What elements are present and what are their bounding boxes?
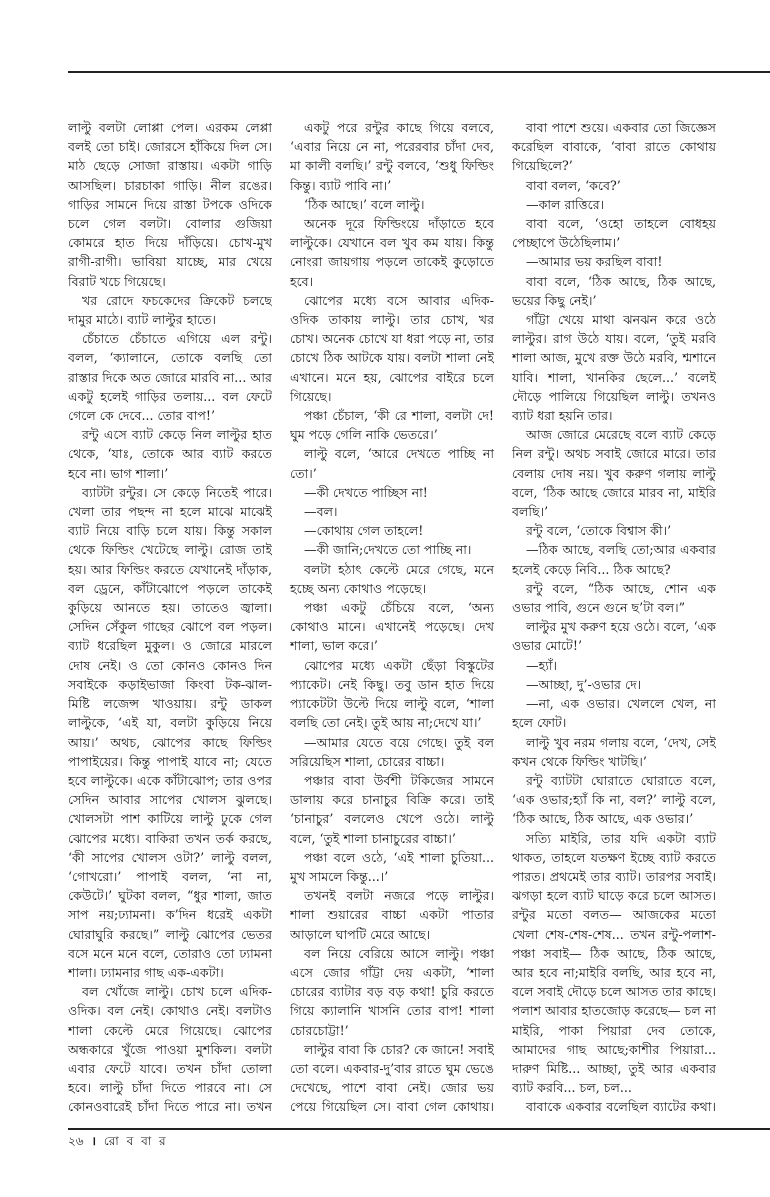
paragraph: পঞ্চা একটু চেঁচিয়ে বলে, ‘অন্য কোথাও মানে। এখানেই পড়েছে। দেখ শালা, ভাল করে।’ [290, 600, 494, 654]
column-2 [290, 118, 494, 1118]
paragraph: লাল্টু বলটা লোপ্পা পেল। এরকম লেপ্পা বলই তো চাই। জোরসে হাঁকিয়ে দিল সে। মাঠ ছেড়ে সোজা রাস্তায়। একটা গাড়ি আসছিল। চারচাকা গাড়ি। নীল রঙের। গাড়ির সামনে দিয়ে রাস্তা টপকে ওদিকে চলে গেল বলটা। বোলার গুজিয়া কোমরে হাত দিয়ে দাঁড়িয়ে। চোখ-মুখ রাগী-রাগী। ভাবিয়া যাচ্ছে, মার খেয়ে বিরাট খচে গিয়েছে। [68, 120, 272, 289]
paragraph: পঞ্চা বলে ওঠে, ‘এই শালা চুতিয়া... মুখ সামলে কিন্তু...।’ [290, 849, 494, 884]
paragraph: ঝোপের মধ্যে বসে আবার এদিক-ওদিক তাকায় লাল্টু। তার চোখ, খর চোখ। অনেক চোখে যা ধরা পড়ে না, তার চোখে ঠিক আটকে যায়। বলটা শালা নেই এখানে। মনে হয়, ঝোপের বাইরে চলে গিয়েছে। [290, 292, 494, 404]
paragraph: —কী দেখতে পাচ্ছিস না! [304, 484, 428, 500]
paragraph: আজ জোরে মেরেছে বলে ব্যাট কেড়ে নিল রন্টু। অথচ সবাই জোরে মারে। তার বেলায় দোষ নয়। খুব করুণ গলায় লাল্টু বলে, ‘ঠিক আছে জোরে মারব না, মাইরি বলছি।’ [512, 427, 716, 520]
paragraph: একটু পরে রন্টুর কাছে গিয়ে বলবে, ‘এবার নিয়ে নে না, পরেরবার চাঁদা দেব, মা কালী বলছি।’ রন্টু বলবে, ‘শুধু ফিল্ডিং কিন্তু। ব্যাট পাবি না।’ [290, 120, 494, 193]
paragraph: লাল্টুর মুখ করুণ হয়ে ওঠে। বলে, ‘এক ওভার মোটে!’ [512, 619, 716, 654]
paragraph: —কী জানি;দেখতে তো পাচ্ছি না। [304, 542, 472, 558]
paragraph: —বল। [304, 504, 338, 520]
paragraph: বাবা পাশে শুয়ে। একবার তো জিজ্ঞেস করেছিল বাবাকে, ‘বাবা রাতে কোথায় গিয়েছিলে?’ [512, 120, 716, 174]
paragraph: —আমার যেতে বয়ে গেছে। তুই বল সরিয়েছিস শালা, চোরের বাচ্চা। [290, 734, 494, 769]
paragraph: চেঁচাতে চেঁচাতে এগিয়ে এল রন্টু। বলল, ‘ক্যালানে, তোকে বলছি তো রাস্তার দিকে অত জোরে মারবি না... আর একটু হলেই গাড়ির তলায়... বল ফেটে গেলে কে দেবে... তোর বাপ!’ [68, 331, 272, 424]
paragraph: —ঠিক আছে, বলছি তো;আর একবার হলেই কেড়ে নিবি... ঠিক আছে? [512, 542, 716, 577]
paragraph: বাবা বলে, ‘ঠিক আছে, ঠিক আছে, ভয়ের কিছু নেই।’ [512, 273, 716, 308]
top-rule [68, 71, 770, 73]
paragraph: বাবাকে একবার বলেছিল ব্যাটের কথা। [526, 1099, 716, 1115]
paragraph: লাল্টু বলে, ‘আরে দেখতে পাচ্ছি না তো।’ [290, 446, 494, 481]
page-footer [68, 1132, 168, 1150]
paragraph: রন্টু বলে, “ঠিক আছে, শোন এক ওভার পাবি, গুনে গুনে ছ’টা বল।” [512, 580, 716, 616]
paragraph: লাল্টুর বাবা কি চোর? কে জানে! সবাই তো বলে। একবার-দু’বার রাতে ঘুম ভেঙে দেখেছে, পাশে বাবা নেই। জোর ভয় পেয়ে গিয়েছিল সে। বাবা গেল কোথায়। [290, 1041, 494, 1115]
paragraph: —আমার ভয় করছিল বাবা! [526, 254, 663, 270]
paragraph: বলটা হঠাৎ কেল্টে মেরে গেছে, মনে হচ্ছে অন্য কোথাও পড়েছে। [290, 561, 494, 596]
column-3 [512, 118, 716, 1118]
paragraph: ‘ঠিক আছে।’ বলে লাল্টু। [304, 196, 425, 212]
magazine-name: রো ব বা র [103, 1134, 168, 1148]
paragraph: —কাল রাত্তিরে। [526, 196, 605, 212]
paragraph: বল নিয়ে বেরিয়ে আসে লাল্টু। পঞ্চা এসে জোর গাঁট্টা দেয় একটা, ‘শালা চোরের ব্যাটার বড় বড় কথা! চুরি করতে গিয়ে ক্যালানি খাসনি তোর বাপ! শালা চোরচোট্টা!’ [290, 945, 494, 1038]
article-columns [68, 118, 770, 1118]
paragraph: পঞ্চার বাবা উর্বশী টকিজের সামনে ডালায় করে চানাচুর বিক্রি করে। তাই ‘চানাচুর’ বললেও খেপে ওঠে। লাল্টু বলে, ‘তুই শালা চানাচুরের বাচ্চা।’ [290, 772, 494, 846]
paragraph: —না, এক ওভার। খেললে খেল, না হলে ফোট। [512, 696, 716, 731]
paragraph: বল খোঁজে লাল্টু। চোখ চলে এদিক-ওদিক। বল নেই। কোথাও নেই। বলটাও শালা কেল্টে মেরে গিয়েছে। ঝোপের অন্ধকারে খুঁজে পাওয়া মুশকিল। বলটা এবার ফেটে যাবে। তখন চাঁদা তোলা হবে। লাল্টু চাঁদা দিতে পারবে না। সে কোনওবারেই চাঁদা দিতে পারে না। তখন [68, 984, 272, 1115]
paragraph: —কোথায় গেল তাহলে! [304, 523, 424, 539]
paragraph: তখনই বলটা নজরে পড়ে লাল্টুর। শালা শুয়ারের বাচ্চা একটা পাতার আড়ালে ঘাপটি মেরে আছে। [290, 888, 494, 942]
paragraph: বাবা বলল, ‘কবে?’ [526, 177, 621, 193]
paragraph: —হ্যাঁ। [526, 657, 558, 673]
paragraph: —আচ্ছা, দু’-ওভার দে। [526, 676, 642, 692]
paragraph: গাঁট্টা খেয়ে মাথা ঝনঝন করে ওঠে লাল্টুর। রাগ উঠে যায়। বলে, ‘তুই মরবি শালা আজ, মুখে রক্ত উঠে মরবি, শ্মশানে যাবি। শালা, খানকির ছেলে...’ বলেই দৌড়ে পালিয়ে গিয়েছিল লাল্টু। তখনও ব্যাট ধরা হয়নি তার। [512, 312, 716, 424]
paragraph: পঞ্চা চেঁচাল, ‘কী রে শালা, বলটা দে! ঘুম পড়ে গেলি নাকি ভেতরে।’ [290, 408, 494, 443]
page-number: ২৬ [68, 1134, 84, 1148]
paragraph: ঝোপের মধ্যে একটা ছেঁড়া বিস্কুটের প্যাকেট। নেই কিছু। তবু ডান হাত দিয়ে প্যাকেটটা উল্টে দিয়ে লাল্টু বলে, ‘শালা বলছি তো নেই। তুই আয় না;দেখে যা।’ [290, 657, 494, 731]
bottom-rule [68, 1128, 770, 1130]
footer-separator: । [91, 1134, 96, 1148]
paragraph: ব্যাটটা রন্টুর। সে কেড়ে নিতেই পারে। খেলা তার পছন্দ না হলে মাঝে মাঝেই ব্যাট নিয়ে বাড়ি চলে যায়। কিন্তু সকাল থেকে ফিল্ডিং খেটেছে লাল্টু। রোজ তাই হয়। আর ফিল্ডিং করতে যেখানেই দাঁড়াক, বল ড্রেনে, কাঁটাঝোপে পড়লে তাকেই কুড়িয়ে আনতে হয়। তাতেও জ্বালা। সেদিন সেঁকুল গাছের ঝোপে বল পড়ল। ব্যাট ধরেছিল মুকুল। ও জোরে মারলে দোষ নেই। ও তো কোনও কোনও দিন সবাইকে কড়াইভাজা কিংবা টক-ঝাল-মিষ্টি লজেন্স খাওয়ায়। রন্টু ডাকল লাল্টুকে, ‘এই যা, বলটা কুড়িয়ে নিয়ে আয়।’ অথচ, ঝোপের কাছে ফিল্ডিং পাপাইয়ের। কিন্তু পাপাই যাবে না; যেতে হবে লাল্টুকে। একে কাঁটাঝোপ; তার ওপর সেদিন আবার সাপের খোলস ঝুলছে। খোলসটা পাশ কাটিয়ে লাল্টু ঢুকে গেল ঝোপের মধ্যে। বাকিরা তখন তর্ক করছে, ‘কী সাপের খোলস ওটা?’ লাল্টু বলল, ‘গোখরো।’ পাপাই বলল, ‘না না, কেউটে।’ ঘুটকা বলল, “ধুর শালা, জাত সাপ নয়;ঢ্যামনা। ক’দিন ধরেই একটা ঘোরাঘুরি করছে।” লাল্টু ঝোপের ভেতর বসে মনে মনে বলে, তোরাও তো ঢ্যামনা শালা। ঢ্যামনার গাছ এক-একটা। [68, 484, 272, 980]
paragraph: সত্যি মাইরি, তার যদি একটা ব্যাট থাকত, তাহলে যতক্ষণ ইচ্ছে ব্যাট করতে পারত। প্রথমেই তার ব্যাট। তারপর সবাই। ঝগড়া হলে ব্যাট ঘাড়ে করে চলে আসত। রন্টুর মতো বলত— আজকের মতো খেলা শেষ-শেষ-শেষ... তখন রন্টু-পলাশ-পঞ্চা সবাই— ঠিক আছে, ঠিক আছে, আর হবে না;মাইরি বলছি, আর হবে না, বলে সবাই দৌড়ে চলে আসত তার কাছে। পলাশ আবার হাতজোড় করেছে— চল না মাইরি, পাকা পিয়ারা দেব তোকে, আমাদের গাছ আছে;কাশীর পিয়ারা... দারুণ মিষ্টি... আচ্ছা, তুই আর একবার ব্যাট করবি... চল, চল... [512, 830, 716, 1096]
paragraph: রন্টু এসে ব্যাট কেড়ে নিল লাল্টুর হাত থেকে, ‘যাঃ, তোকে আর ব্যাট করতে হবে না। ভাগ শালা।’ [68, 427, 272, 481]
column-1 [68, 118, 272, 1118]
paragraph: অনেক দূরে ফিল্ডিংয়ে দাঁড়াতে হবে লাল্টুকে। যেখানে বল খুব কম যায়। কিন্তু নোংরা জায়গায় পড়লে তাকেই কুড়োতে হবে। [290, 216, 494, 289]
paragraph: রন্টু ব্যাটটা ঘোরাতে ঘোরাতে বলে, ‘এক ওভার;হ্যাঁ কি না, বল?’ লাল্টু বলে, ‘ঠিক আছে, ঠিক আছে, এক ওভার।’ [512, 772, 716, 827]
paragraph: রন্টু বলে, ‘তোকে বিশ্বাস কী।’ [526, 523, 672, 539]
paragraph: খর রোদে ফচকেদের ক্রিকেট চলছে দামুর মাঠে। ব্যাট লাল্টুর হাতে। [68, 292, 272, 328]
paragraph: লাল্টু খুব নরম গলায় বলে, ‘দেখ, সেই কখন থেকে ফিল্ডিং খাটছি।’ [512, 734, 716, 769]
paragraph: বাবা বলে, ‘ওহো তাহলে বোধহয় পেচ্ছাপে উঠেছিলাম।’ [512, 216, 716, 251]
